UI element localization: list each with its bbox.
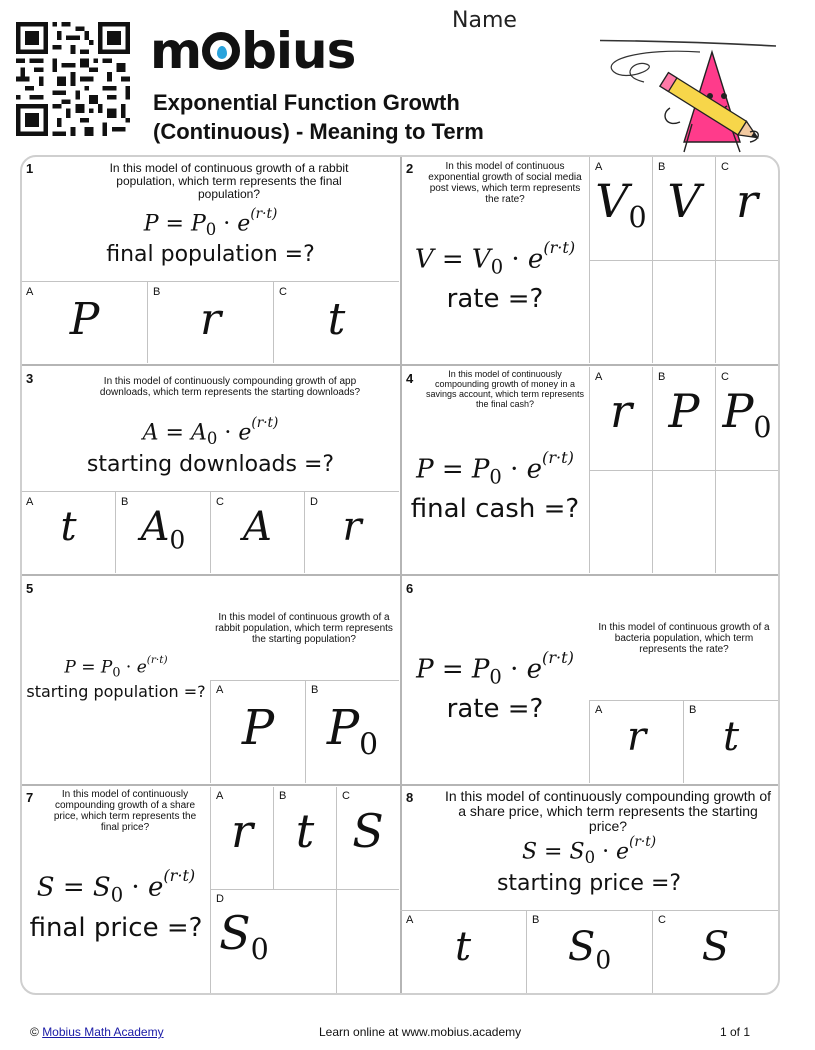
option-letter: C: [279, 286, 287, 298]
option-term: $P_0$: [326, 700, 379, 763]
question-prompt: In this model of continuously compounding growth of a share price, which term represents the final price?: [53, 789, 197, 833]
question-phrase: final cash =?: [410, 494, 580, 524]
equation: $P = P_0 \cdot e^{(r\cdot t)}$: [143, 206, 278, 240]
question-phrase: starting population =?: [26, 682, 206, 701]
pencil-mascot-illustration: [600, 38, 780, 160]
copyright-symbol: ©: [30, 1025, 39, 1039]
question-phrase: rate =?: [446, 284, 544, 314]
equation: $S = S_0 \cdot e^{(r\cdot t)}$: [36, 866, 196, 907]
option-letter: A: [216, 790, 224, 802]
option-term: t: [295, 804, 315, 858]
option-letter: A: [595, 161, 603, 173]
question-prompt: In this model of continuously compounding growth of money in a savings account, which term represents the final cash?: [425, 369, 585, 409]
option-term: r: [626, 714, 647, 760]
question-phrase: starting price =?: [496, 871, 682, 896]
equation: $P = P_0 \cdot e^{(r\cdot t)}$: [416, 648, 574, 689]
option-term: P: [668, 384, 700, 438]
page-title: [153, 88, 484, 146]
title-line-2: (Continuous) - Meaning to Term: [153, 119, 484, 144]
question-prompt: In this model of continuously compounding growth of app downloads, which term represents the starting downloads?: [99, 376, 361, 398]
option-term: r: [231, 804, 253, 858]
option-term: r: [342, 504, 362, 550]
question-prompt: In this model of continuous growth of a rabbit population, which term represents the final population?: [109, 161, 349, 201]
option-letter: C: [721, 161, 729, 173]
question-prompt: In this model of continuous growth of a bacteria population, which term represents the rate?: [598, 622, 770, 655]
option-term: A: [243, 504, 272, 550]
option-term: r: [199, 294, 222, 345]
option-letter: C: [658, 914, 666, 926]
option-term: P: [69, 294, 100, 345]
option-term: V: [667, 174, 701, 228]
footer-copyright: [30, 1025, 164, 1039]
option-term: t: [454, 924, 472, 970]
option-letter: C: [216, 496, 224, 508]
option-letter: A: [216, 684, 224, 696]
option-letter: B: [153, 286, 161, 298]
equation: $P = P_0 \cdot e^{(r\cdot t)}$: [416, 448, 574, 489]
question-number: 7: [26, 790, 34, 805]
qr-code: [16, 22, 130, 136]
option-letter: D: [216, 893, 224, 905]
equation: $S = S_0 \cdot e^{(r\cdot t)}$: [521, 834, 657, 868]
option-letter: A: [595, 704, 603, 716]
page-number: 1 of 1: [720, 1025, 751, 1039]
option-letter: B: [658, 371, 666, 383]
question-number: 2: [406, 161, 414, 176]
option-letter: B: [311, 684, 319, 696]
option-term: r: [736, 174, 758, 228]
name-label: Name: [452, 8, 517, 33]
question-prompt: In this model of continuously compounding growth of a share price, which term represents the starting price?: [444, 788, 772, 834]
option-letter: B: [121, 496, 129, 508]
option-term: $S_0$: [567, 924, 612, 975]
mobius-academy-link[interactable]: Mobius Math Academy: [42, 1025, 164, 1039]
question-phrase: rate =?: [446, 694, 544, 724]
option-letter: B: [689, 704, 697, 716]
option-letter: C: [342, 790, 350, 802]
question-number: 8: [406, 790, 414, 805]
option-letter: A: [26, 496, 34, 508]
footer-learn-online: Learn online at www.mobius.academy: [319, 1025, 522, 1039]
option-letter: A: [406, 914, 414, 926]
option-term: t: [722, 714, 740, 760]
option-term: $A_0$: [140, 504, 186, 555]
question-prompt: In this model of continuous exponential growth of social media post views, which term represents the rate?: [428, 161, 582, 205]
option-letter: D: [310, 496, 318, 508]
question-number: 6: [406, 581, 414, 596]
option-term: $P_0$: [722, 384, 772, 444]
question-prompt: In this model of continuous growth of a rabbit population, which term represents the starting population?: [215, 612, 393, 645]
question-number: 1: [26, 161, 34, 176]
option-term: S: [701, 924, 730, 970]
equation: $P = P_0 \cdot e^{(r\cdot t)}$: [64, 654, 168, 681]
question-number: 3: [26, 371, 34, 386]
option-letter: C: [721, 371, 729, 383]
option-letter: B: [658, 161, 666, 173]
option-term: $V_0$: [595, 174, 647, 234]
equation: $V = V_0 \cdot e^{(r\cdot t)}$: [414, 238, 576, 279]
question-phrase: final price =?: [29, 913, 203, 943]
question-phrase: starting downloads =?: [86, 452, 335, 477]
option-letter: A: [26, 286, 34, 298]
option-letter: A: [595, 371, 603, 383]
option-letter: B: [532, 914, 540, 926]
option-term: t: [60, 504, 77, 550]
option-term: r: [610, 384, 632, 438]
option-letter: B: [279, 790, 287, 802]
title-line-1: Exponential Function Growth: [153, 90, 460, 115]
option-term: P: [241, 700, 275, 756]
question-phrase: final population =?: [106, 242, 315, 267]
option-term: t: [327, 294, 346, 345]
question-number: 4: [406, 371, 414, 386]
question-number: 5: [26, 581, 34, 596]
mobius-logo: m bius: [150, 22, 356, 80]
option-term: S: [352, 804, 384, 858]
equation: $A = A_0 \cdot e^{(r\cdot t)}$: [142, 415, 279, 449]
option-term: $S_0$: [219, 906, 269, 966]
